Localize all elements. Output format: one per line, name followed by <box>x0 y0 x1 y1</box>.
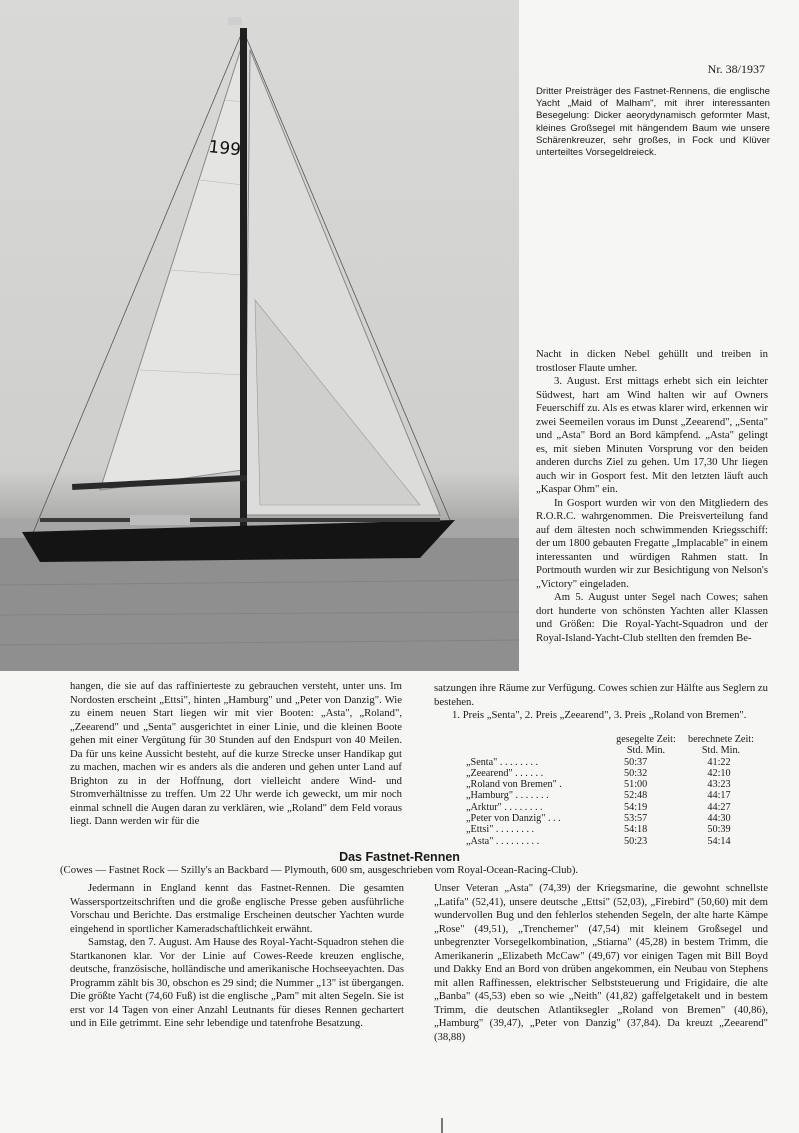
calc-time: 44:17 <box>707 790 731 802</box>
table-row <box>466 768 766 779</box>
calc-time: 41:22 <box>707 756 731 768</box>
paragraph: Samstag, den 7. August. Am Hause des Royal-Yacht-Squadron stehen die Startkanonen klar. Vor der Linie auf Cowes-Reede kreuzen englische, deutsche, französische, holländische und amerikanische Hochseeyachten. Das Programm zählt bis 30, obschon es 29 sind; die Nummer „13" ist übergangen. Die größte Yacht (74,60 Fuß) ist die englische „Pam" mit alten Segeln. Sie ist erst vor 14 Tagen von einer Anzahl Leutnants für dieses Rennen gechartert und in Eile getrimmt. Eine sehr lebendige und tatenfrohe Besatzung. <box>70 936 404 1029</box>
sailed-time: 54:18 <box>624 824 648 836</box>
results-summary: 1. Preis „Senta", 2. Preis „Zeearend", 3. Preis „Roland von Bremen". <box>452 709 747 721</box>
calc-time: 44:30 <box>707 813 731 825</box>
calc-time: 54:14 <box>707 835 731 847</box>
table-row <box>466 813 766 824</box>
col-header-calc: berechnete Zeit: <box>688 734 754 745</box>
yacht-name: „Roland von Bremen" . <box>466 779 562 791</box>
paragraph: satzungen ihre Räume zur Verfügung. Cowes schien zur Hälfte aus Seglern zu bestehen. <box>434 682 768 708</box>
paragraph: 3. August. Erst mittags erhebt sich ein leichter Südwest, hart am Wind halten wir auf Owners Feuerschiff zu. Als es etwas klarer wird, erkennen wir zwei Seemeilen voraus im Dunst „Zeearend", „Senta" und „Asta" Bord an Bord kämpfend. „Asta" gelingt es, mit sieben Minuten Vorsprung vor den beiden anderen durchs Ziel zu gehen. Um 17,30 Uhr liegen auch wir in Gosport fest. Mit den letzten läuft auch „Kaspar Ohm" ein. <box>536 375 768 495</box>
paragraph: hangen, die sie auf das raffinierteste zu gebrauchen versteht, unter uns. Im Nordosten erscheint „Ettsi", hinten „Hamburg" und „Peter von Danzig". Wie zu einem neuen Start liegen wir mit vier Booten: „Asta", „Roland", „Zeearend" und „Senta" ausgerichtet in einer Linie, und die kleinen Boote gehen mit einer Vergütung für 30 Stunden auf den Endspurt von 40 Meilen. Da für uns keine Aussicht besteht, auf die kurze Strecke unser Handikap gut zu machen, machen wir es anders als die anderen und gehen unter Land auf Brighton zu in der Hoffnung, dort vielleicht andere Wind- und Stromverhältnisse zu treffen. Um 22 Uhr werde ich geweckt, um mir noch einmal schnell die Augen daran zu verklären, wie „Roland" dem Feld voraus liegt. Dann werden wir für die <box>70 680 402 827</box>
bottom-right-text <box>434 882 768 1044</box>
photo-caption: Dritter Preisträger des Fastnet-Rennens, die englische Yacht „Maid of Malham", mit ihrer interessanten Besegelung: Dicker aeorydynamisch geformter Mast, kleines Großsegel mit hängendem Baum wie unsere Schärenkreuzer, sehr großes, in Fock und Klüver unterteiltes Vorsegeldreieck. <box>536 86 770 159</box>
section-title: Das Fastnet-Rennen <box>339 850 460 864</box>
col-unit-sailed: Std. Min. <box>626 745 666 757</box>
sailed-time: 53:57 <box>624 813 648 825</box>
calc-time: 42:10 <box>707 767 731 779</box>
calc-time: 50:39 <box>707 824 731 836</box>
table-row <box>466 802 766 813</box>
table-row <box>466 790 766 801</box>
table-row <box>466 757 766 768</box>
yacht-name: „Hamburg" . . . . . . . <box>466 790 549 802</box>
yacht-name: „Peter von Danzig" . . . <box>466 813 561 825</box>
sailed-time: 52:48 <box>624 790 648 802</box>
sailed-time: 54:19 <box>624 801 648 813</box>
bottom-left-text <box>70 882 404 1031</box>
table-row <box>466 824 766 835</box>
results-table <box>466 734 766 847</box>
col-header-sailed: gesegelte Zeit: <box>616 734 676 745</box>
paragraph: Unser Veteran „Asta" (74,39) der Kriegsmarine, die gewohnt schnellste „Latifa" (52,41), unsere deutsche „Ettsi" (52,03), „Firebird" (50,60) mit dem wundervollen Bug und den fehlerlos stehenden Segeln, der alte harte Kämpe „Rose" (49,51), „Trenchemer" (47,54) mit kleinem Großsegel und unbegrenzter Vorsegelkombination, „Stiarna" (45,28) in bestem Trimm, die Amerikanerin „Elizabeth McCaw" (49,67) vor einigen Tagen mit Bill Boyd und Dakky End an Bord von drüben angekommen, ein Neubau von Stephens mit allen Raffinessen, elektrischer Selbststeuerung und Frigidaire, die alte „Banba" (45,53) eben so wie „Neith" (41,82) gaffelgetakelt und in bestem Trimm, die deutschen Atlantiksegler „Roland von Bremen" (40,86), „Hamburg" (39,47), „Peter von Danzig" (37,84). Da kreuzt „Zeearend" (38,88) <box>434 882 768 1043</box>
yacht-name: „Arktur" . . . . . . . . <box>466 801 543 813</box>
right-column-text <box>536 348 768 645</box>
yacht-name: „Zeearend" . . . . . . <box>466 767 544 779</box>
paragraph: Nacht in dicken Nebel gehüllt und treiben in trostloser Flaute umher. <box>536 348 768 374</box>
yacht-name: „Asta" . . . . . . . . . <box>466 835 540 847</box>
col-unit-calc: Std. Min. <box>701 745 741 757</box>
sailed-time: 51:00 <box>624 779 648 791</box>
section-subtitle: (Cowes — Fastnet Rock — Szilly's an Backbard — Plymouth, 600 sm, ausgeschrieben vom Royal-Ocean-Racing-Club). <box>60 864 579 876</box>
yacht-name: „Ettsi" . . . . . . . . <box>466 824 535 836</box>
left-column-text <box>70 680 402 829</box>
yacht-photo <box>0 0 519 671</box>
calc-time: 44:27 <box>707 801 731 813</box>
table-row <box>466 779 766 790</box>
calc-time: 43:23 <box>707 779 731 791</box>
page-number: Nr. 38/1937 <box>707 62 765 76</box>
paragraph: Jedermann in England kennt das Fastnet-Rennen. Die gesamten Wassersportzeitschriften und die große englische Presse geben ausführliche Vorschau und Berichte. Das erstmalige Erscheinen deutscher Yachten wurde eingehend in sportlicher Kameradschaftlichkeit erwähnt. <box>70 882 404 935</box>
sailed-time: 50:37 <box>624 756 648 768</box>
table-row <box>466 836 766 847</box>
right-upper-text <box>434 682 768 723</box>
paragraph: Am 5. August unter Segel nach Cowes; sahen dort hunderte von schönsten Yachten aller Klassen und Größen: Die Royal-Yacht-Squadron und der Royal-Island-Yacht-Club stellten den fremden Be- <box>536 591 768 644</box>
paragraph: In Gosport wurden wir von den Mitgliedern des R.O.R.C. wahrgenommen. Die Preisverteilung fand auf dem ältesten noch schwimmenden Kriegsschiff: der um 1800 gebauten Fregatte „Implacable" in einem interessanten und würdigen Rahmen statt. In Portmouth wurden wir zur Besichtigung von Nelson's „Victory" eingeladen. <box>536 496 768 590</box>
sailed-time: 50:32 <box>624 767 648 779</box>
page-fold-mark <box>441 1118 443 1133</box>
yacht-name: „Senta" . . . . . . . . <box>466 756 539 768</box>
sailed-time: 50:23 <box>624 835 648 847</box>
yacht-illustration <box>0 0 519 671</box>
sail-number: 199 <box>207 137 242 161</box>
